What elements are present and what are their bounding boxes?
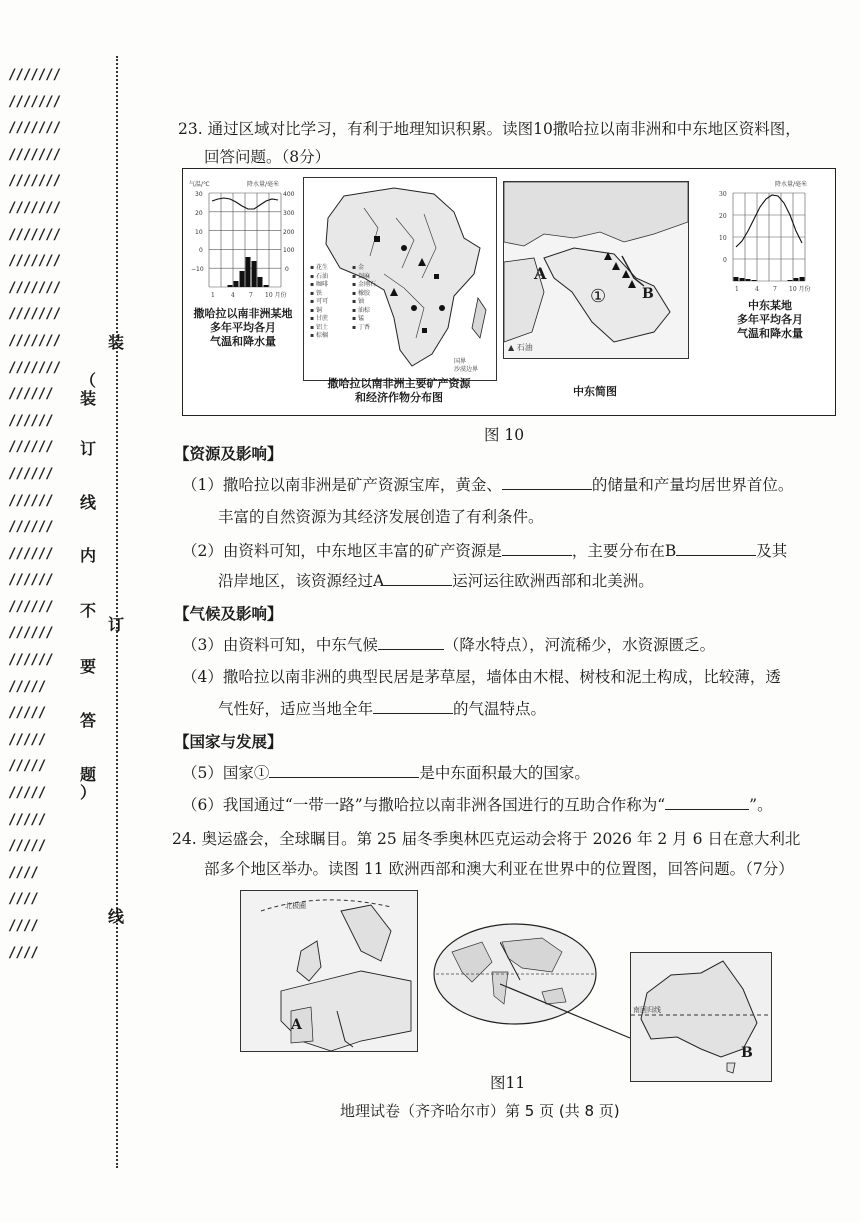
precip-bar [740, 278, 745, 281]
chart1-caption-line: 撒哈拉以南非洲某地 [193, 307, 293, 320]
chart1-plot [187, 187, 299, 307]
africa-legend-item: ▪ 剑麻 [352, 272, 370, 280]
q23-item3-text: （3）由资料可知，中东气候 [182, 636, 378, 654]
africa-legend-item: ▪ 石油 [310, 272, 328, 280]
svg-text:10: 10 [719, 235, 727, 242]
africa-legend-item: ▪ 可可 [310, 298, 328, 305]
europe-map-drawing [241, 891, 417, 1051]
precip-bar [228, 285, 233, 287]
margin-slash-row: /////// [8, 120, 61, 137]
svg-text:7: 7 [249, 292, 253, 299]
margin-slash-row: /////// [8, 359, 61, 376]
q23-item2-text: （2）由资料可知，中东地区丰富的矿产资源是 [182, 542, 502, 560]
margin-slash-row: //// [8, 944, 38, 961]
margin-slash-row: ////// [8, 386, 53, 403]
figure-10-label: 图 10 [484, 426, 525, 444]
svg-text:10: 10 [195, 229, 203, 236]
margin-slash-row: //// [8, 891, 38, 908]
svg-text:0: 0 [723, 257, 727, 264]
precip-bar [234, 281, 239, 287]
q23-item4-text: 气性好，适应当地全年 [218, 700, 374, 718]
margin-slash-row: ///// [8, 838, 46, 855]
margin-slash-row: ////// [8, 572, 53, 589]
binding-char: 装 [80, 389, 97, 408]
margin-slash-row: /////// [8, 226, 61, 243]
africa-legend-item: ▪ 咖啡 [310, 281, 328, 288]
binding-char: ） [80, 783, 97, 802]
precip-bar [258, 277, 263, 287]
binding-char: 装 [108, 333, 125, 352]
answer-blank[interactable] [502, 475, 592, 490]
figure-11-label: 图11 [490, 1074, 526, 1092]
svg-text:−10: −10 [191, 266, 204, 273]
q23-stem-line1: 23. 通过区域对比学习，有利于地理知识积累。读图10撒哈拉以南非洲和中东地区资料图， [178, 120, 801, 138]
q23-item1-text: （1）撒哈拉以南非洲是矿产资源宝库，黄金、 [182, 476, 502, 494]
margin-slash-row: ////// [8, 412, 53, 429]
mideast-map-drawing [504, 182, 688, 358]
svg-text:0: 0 [199, 247, 203, 254]
mideast-map-caption: 中东简图 [573, 385, 617, 398]
margin-slash-row: /////// [8, 199, 61, 216]
margin-slash-row: //// [8, 918, 38, 934]
q23-item2-text: 沿岸地区，该资源经过A [218, 572, 385, 590]
margin-slash-column [8, 62, 78, 966]
legend-line-label: 国界 [454, 358, 467, 365]
africa-legend-item: ▪ 丁香 [352, 323, 370, 331]
svg-text:1: 1 [211, 292, 215, 299]
africa-map-caption-line: 撒哈拉以南非洲主要矿产资源 [327, 377, 471, 390]
precip-bar [734, 277, 739, 281]
tropic-label: 南回归线 [633, 1006, 661, 1014]
africa-map [303, 177, 497, 381]
europe-map [240, 890, 418, 1052]
answer-blank[interactable] [378, 635, 444, 650]
precip-bar [752, 280, 757, 281]
africa-map-legend [310, 264, 390, 341]
binding-char: 订 [108, 615, 125, 634]
mideast-circle-1: ① [590, 286, 607, 307]
precip-bar [264, 285, 269, 287]
svg-text:30: 30 [195, 191, 203, 198]
svg-text:20: 20 [195, 210, 203, 217]
svg-text:1: 1 [735, 286, 739, 293]
margin-slash-row: ////// [8, 652, 53, 669]
q23-item2-text: ，主要分布在B [571, 542, 677, 560]
q23-item4: （4）撒哈拉以南非洲的典型民居是茅草屋，墙体由木棍、树枝和泥土构成，比较薄，透 [182, 668, 781, 686]
chart1-caption-line: 气温和降水量 [210, 335, 276, 348]
margin-slash-row: ///// [8, 678, 46, 695]
chart2-caption-line: 气温和降水量 [737, 327, 803, 340]
svg-text:10 月份: 10 月份 [265, 292, 287, 299]
chart2-plot [711, 187, 829, 305]
chart2-right-axis-label: 降水量/毫米 [775, 181, 808, 188]
margin-slash-row: /////// [8, 332, 61, 349]
svg-text:4: 4 [755, 286, 759, 293]
q23-item3-text: （降水特点），河流稀少，水资源匮乏。 [443, 636, 716, 654]
svg-text:400: 400 [283, 191, 295, 198]
q23-item6-text: ”。 [749, 796, 773, 814]
binding-char: 题 [80, 765, 97, 784]
q23-item2-cont [218, 570, 654, 592]
binding-char: 线 [108, 907, 125, 926]
binding-char: 订 [80, 439, 97, 458]
precip-bar [252, 261, 257, 287]
q24-stem-line1: 24. 奥运盛会，全球瞩目。第 25 届冬季奥林匹克运动会将于 2026 年 2 月 6 日在意大利北 [172, 830, 801, 848]
q23-stem-line2: 回答问题。（8分） [204, 148, 331, 166]
binding-char: （ [80, 371, 97, 390]
page-footer: 地理试卷（齐齐哈尔市）第 5 页 (共 8 页) [340, 1102, 620, 1120]
australia-label-b: B [741, 1045, 753, 1061]
svg-text:20: 20 [719, 213, 727, 220]
chart1-right-axis-label: 降水量/毫米 [247, 181, 280, 188]
margin-slash-row: ///// [8, 705, 46, 722]
margin-slash-row: /////// [8, 146, 61, 163]
mideast-oil-legend: ▲ 石油 [508, 343, 533, 352]
chart1-left-axis-label: 气温/℃ [189, 181, 210, 188]
q23-item1-text: 的储量和产量均居世界首位。 [591, 476, 794, 494]
svg-text:100: 100 [283, 247, 295, 254]
q23-item1 [182, 474, 842, 496]
africa-map-caption-line: 和经济作物分布图 [355, 391, 443, 404]
arctic-circle-label: 北极圈 [285, 902, 306, 910]
africa-legend-item: ▪ 铝土 [310, 323, 328, 331]
australia-map-drawing [631, 953, 771, 1081]
q23-item2 [182, 540, 842, 562]
africa-legend-item: ▪ 金 [352, 264, 364, 271]
connector-lines [500, 940, 640, 1040]
svg-text:300: 300 [283, 210, 295, 217]
precip-bar [794, 278, 799, 281]
precip-bar [240, 271, 245, 287]
chart1-caption [187, 307, 299, 349]
svg-text:10 月份: 10 月份 [789, 286, 811, 293]
africa-legend-item: ▪ 棕榈 [310, 332, 328, 339]
answer-blank[interactable] [373, 699, 453, 714]
africa-map-line-legend [454, 358, 478, 374]
africa-legend-item: ▪ 甘蔗 [310, 315, 328, 322]
africa-legend-item: ▪ 油棕 [352, 306, 370, 314]
margin-slash-row: /////// [8, 279, 61, 296]
figure-10 [182, 168, 836, 416]
section-climate: 【气候及影响】 [174, 605, 283, 623]
africa-legend-item: ▪ 铀 [352, 298, 364, 305]
margin-slash-row: /////// [8, 93, 61, 110]
margin-slash-row: ////// [8, 545, 53, 562]
q23-item6 [182, 794, 842, 816]
africa-map-caption [303, 377, 495, 405]
answer-blank[interactable] [502, 541, 572, 556]
q23-item5-text: 是中东面积最大的国家。 [419, 764, 590, 782]
margin-slash-row: ///// [8, 758, 46, 775]
q23-item6-text: （6）我国通过“一带一路”与撒哈拉以南非洲各国进行的互助合作称为“ [182, 796, 666, 814]
mideast-label-a: A [534, 264, 547, 283]
svg-text:200: 200 [283, 229, 295, 236]
margin-slash-row: ////// [8, 625, 53, 642]
margin-slash-row: ////// [8, 465, 53, 482]
margin-slash-row: /////// [8, 306, 61, 323]
chart2-caption-line: 多年平均各月 [737, 313, 803, 326]
section-country: 【国家与发展】 [174, 733, 283, 751]
precip-bar [746, 279, 751, 281]
q24-stem-line2: 部多个地区举办。读图 11 欧洲西部和澳大利亚在世界中的位置图，回答问题。（7分） [204, 860, 794, 878]
margin-slash-row: /////// [8, 253, 61, 270]
precip-bar [800, 277, 805, 281]
chart-africa-climate [187, 179, 299, 375]
q23-item3 [182, 634, 715, 656]
q23-item4-cont [218, 698, 546, 720]
q23-item5 [182, 762, 590, 784]
q23-item5-text: （5）国家① [182, 764, 270, 782]
chart-mideast-climate [711, 179, 829, 375]
margin-slash-row: ///// [8, 811, 46, 828]
africa-legend-item: ▪ 橡胶 [352, 289, 370, 297]
precip-bar [788, 280, 793, 281]
africa-legend-item: ▪ 锰 [352, 315, 364, 322]
africa-legend-item: ▪ 花生 [310, 264, 328, 271]
margin-slash-row: /////// [8, 173, 61, 190]
chart2-caption [711, 299, 829, 341]
answer-blank[interactable] [384, 571, 452, 586]
margin-slash-row: //// [8, 864, 38, 881]
q23-item2-text: 及其 [756, 542, 788, 560]
margin-slash-row: ///// [8, 731, 46, 748]
legend-line-label: 沙漠边界 [454, 366, 479, 373]
africa-legend-item: ▪ 金刚石 [352, 281, 376, 288]
europe-label-a: A [291, 1017, 302, 1033]
australia-map [630, 952, 772, 1082]
section-resources: 【资源及影响】 [174, 445, 283, 463]
margin-slash-row: ////// [8, 492, 53, 509]
africa-legend-item: ▪ 铁 [310, 289, 322, 297]
q23-item2-text: 运河运往欧洲西部和北美洲。 [452, 572, 654, 590]
chart1-caption-line: 多年平均各月 [210, 321, 276, 334]
binding-char: 不 [80, 601, 97, 620]
svg-text:0: 0 [285, 266, 289, 273]
precip-bar [246, 257, 251, 287]
binding-char: 要 [80, 657, 97, 676]
margin-slash-row: ////// [8, 439, 53, 456]
q23-item4-text: 的气温特点。 [453, 700, 547, 718]
mideast-map [503, 181, 689, 359]
binding-char: 线 [80, 493, 97, 512]
answer-blank[interactable] [676, 541, 756, 556]
chart2-caption-line: 中东某地 [748, 299, 792, 312]
svg-text:30: 30 [719, 191, 727, 198]
binding-char: 内 [80, 546, 97, 565]
svg-text:4: 4 [231, 292, 235, 299]
q23-item1-cont: 丰富的自然资源为其经济发展创造了有利条件。 [218, 508, 544, 526]
margin-slash-row: ////// [8, 598, 53, 615]
margin-slash-row: ///// [8, 785, 46, 802]
binding-char: 答 [80, 711, 97, 730]
svg-text:7: 7 [773, 286, 777, 293]
margin-slash-row: ////// [8, 519, 53, 536]
answer-blank[interactable] [665, 795, 749, 810]
mideast-label-b: B [642, 286, 654, 302]
margin-slash-row: /////// [8, 67, 61, 83]
africa-legend-item: ▪ 铜 [310, 306, 322, 314]
answer-blank[interactable] [269, 763, 419, 778]
oil-legend-label: 石油 [516, 343, 533, 352]
